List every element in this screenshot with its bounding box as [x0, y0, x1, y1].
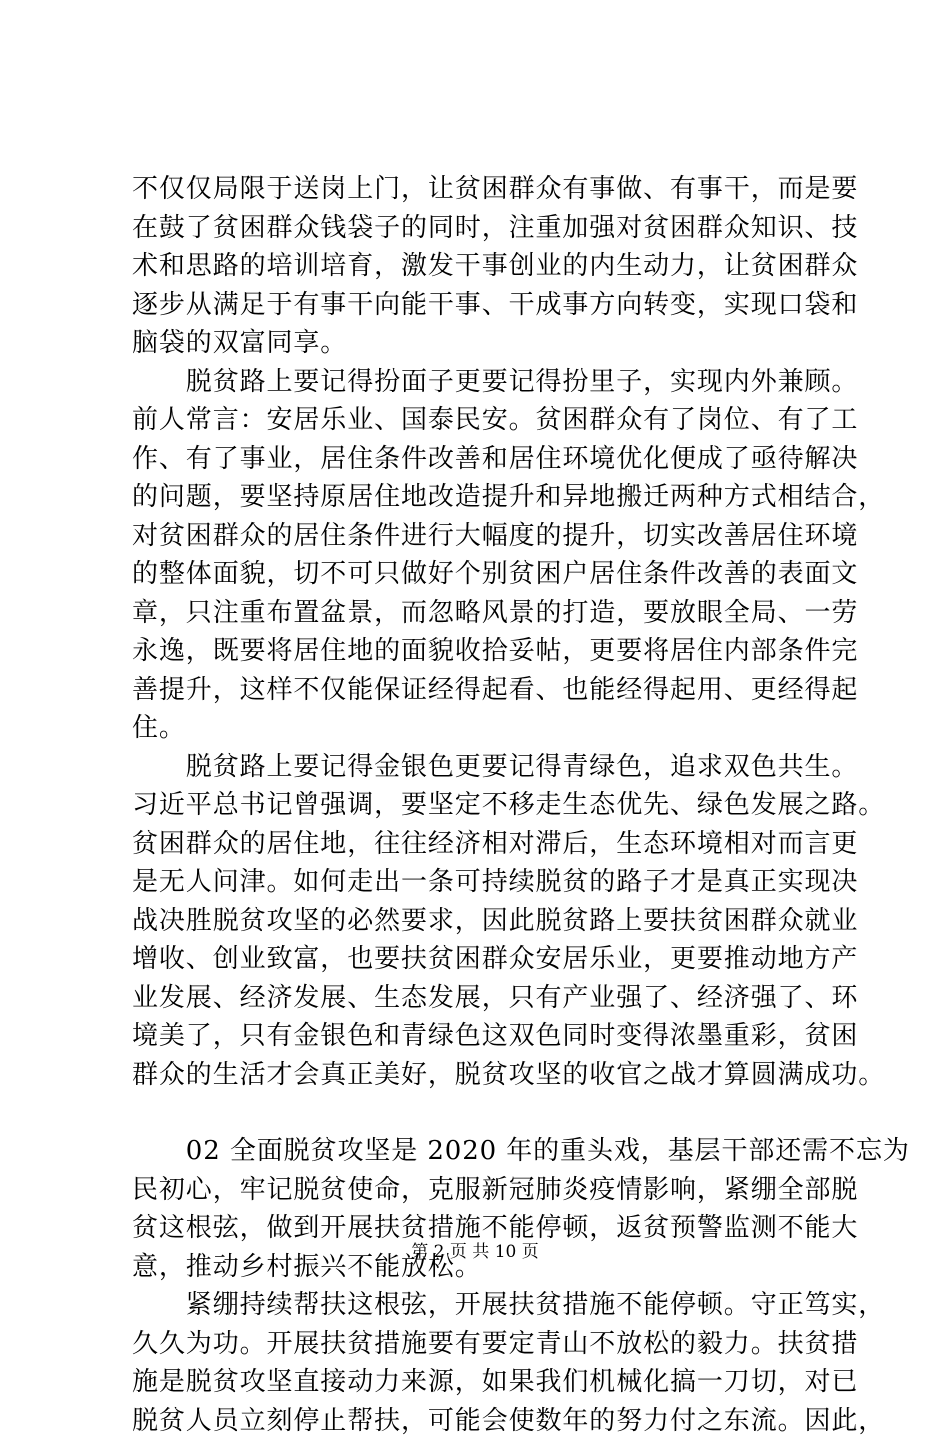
text-line: 增收、创业致富，也要扶贫困群众安居乐业，更要推动地方产: [132, 940, 848, 979]
paragraph-spacer: [132, 1094, 848, 1132]
text-line: 作、有了事业，居住条件改善和居住环境优化便成了亟待解决: [132, 440, 848, 479]
text-line: 脱贫人员立刻停止帮扶，可能会使数年的努力付之东流。因此，: [132, 1402, 848, 1440]
text-line: 02 全面脱贫攻坚是 2020 年的重头戏，基层干部还需不忘为: [132, 1132, 848, 1171]
text-line: 境美了，只有金银色和青绿色这双色同时变得浓墨重彩，贫困: [132, 1017, 848, 1056]
text-line: 永逸，既要将居住地的面貌收拾妥帖，更要将居住内部条件完: [132, 632, 848, 671]
text-line: 群众的生活才会真正美好，脱贫攻坚的收官之战才算圆满成功。: [132, 1056, 848, 1095]
text-line: 贫这根弦，做到开展扶贫措施不能停顿，返贫预警监测不能大: [132, 1209, 848, 1248]
text-line: 贫困群众的居住地，往往经济相对滞后，生态环境相对而言更: [132, 825, 848, 864]
text-line: 对贫困群众的居住条件进行大幅度的提升，切实改善居住环境: [132, 517, 848, 556]
text-line: 民初心，牢记脱贫使命，克服新冠肺炎疫情影响，紧绷全部脱: [132, 1171, 848, 1210]
text-line: 在鼓了贫困群众钱袋子的同时，注重加强对贫困群众知识、技: [132, 209, 848, 248]
text-line: 的问题，要坚持原居住地改造提升和异地搬迁两种方式相结合，: [132, 478, 848, 517]
text-line: 善提升，这样不仅能保证经得起看、也能经得起用、更经得起: [132, 671, 848, 710]
text-line: 习近平总书记曾强调，要坚定不移走生态优先、绿色发展之路。: [132, 786, 848, 825]
paragraph: [132, 170, 848, 363]
text-line: 久久为功。开展扶贫措施要有要定青山不放松的毅力。扶贫措: [132, 1325, 848, 1364]
text-line: 施是脱贫攻坚直接动力来源，如果我们机械化搞一刀切，对已: [132, 1363, 848, 1402]
text-line: 的整体面貌，切不可只做好个别贫困户居住条件改善的表面文: [132, 555, 848, 594]
text-line: 逐步从满足于有事干向能干事、干成事方向转变，实现口袋和: [132, 286, 848, 325]
paragraph: [132, 748, 848, 1095]
text-line: 是无人问津。如何走出一条可持续脱贫的路子才是真正实现决: [132, 863, 848, 902]
text-line: 脑袋的双富同享。: [132, 324, 848, 363]
text-line: 脱贫路上要记得扮面子更要记得扮里子，实现内外兼顾。: [132, 363, 848, 402]
page-number-footer: 第 2 页 共 10 页: [0, 1240, 950, 1264]
text-line: 住。: [132, 709, 848, 748]
paragraph: [132, 363, 848, 748]
text-line: 意，推动乡村振兴不能放松。: [132, 1248, 848, 1287]
text-line: 前人常言：安居乐业、国泰民安。贫困群众有了岗位、有了工: [132, 401, 848, 440]
text-line: 章，只注重布置盆景，而忽略风景的打造，要放眼全局、一劳: [132, 594, 848, 633]
text-line: 不仅仅局限于送岗上门，让贫困群众有事做、有事干，而是要: [132, 170, 848, 209]
text-line: 脱贫路上要记得金银色更要记得青绿色，追求双色共生。: [132, 748, 848, 787]
text-line: 术和思路的培训培育，激发干事创业的内生动力，让贫困群众: [132, 247, 848, 286]
paragraph: [132, 1286, 848, 1440]
text-line: 紧绷持续帮扶这根弦，开展扶贫措施不能停顿。守正笃实，: [132, 1286, 848, 1325]
text-line: 战决胜脱贫攻坚的必然要求，因此脱贫路上要扶贫困群众就业: [132, 902, 848, 941]
text-line: 业发展、经济发展、生态发展，只有产业强了、经济强了、环: [132, 979, 848, 1018]
